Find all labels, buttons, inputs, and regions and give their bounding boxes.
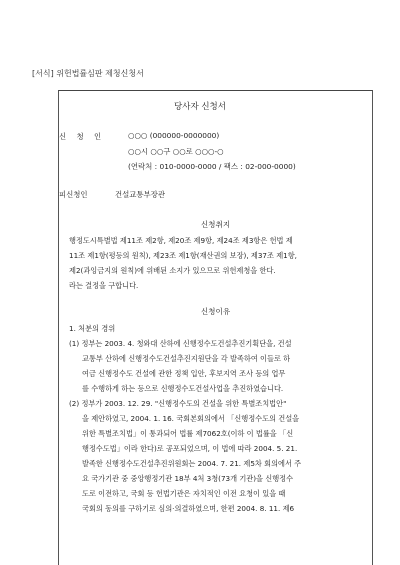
reason-line: (2) 정부가 2003. 12. 29. "신행정수도의 건설을 위한 특별조치법안" <box>69 399 287 408</box>
respondent-label: 피신청인 <box>59 190 88 199</box>
applicant-address: ○○시 ○○구 ○○로 ○○○-○ <box>128 147 224 156</box>
reason-line: 위한 특별조치법」이 통과되어 법률 제7062호(이하 이 법률을 「신 <box>82 429 294 438</box>
reason-line: 행정수도법」이라 한다)로 공포되었으며, 이 법에 따라 2004. 5. 21. <box>82 444 298 453</box>
reason-line: 요 국가기관 중 중앙행정기관 18부 4처 3청(73개 기관)을 신행정수 <box>82 474 294 483</box>
reason-line: 발족한 신행정수도건설추진위원회는 2004. 7. 21. 제5차 회의에서 주 <box>82 459 302 468</box>
reasons-heading: 신청이유 <box>200 307 231 316</box>
reasons-subheading: 1. 처분의 경위 <box>69 324 116 333</box>
reason-line: 국회의 동의를 구하기로 심의·의결하였으며, 한편 2004. 8. 11. 제6 <box>82 504 295 513</box>
reason-line: 를 수행하게 하는 등으로 신행정수도건설사업을 추진하였습니다. <box>82 384 284 393</box>
document-title: 당사자 신청서 <box>174 102 226 112</box>
reason-line: 을 제안하였고, 2004. 1. 16. 국회본회의에서 「신행정수도의 건설을 <box>82 414 300 423</box>
applicant-contact: (연락처 : 010-0000-0000 / 팩스 : 02-000-0000) <box>128 162 296 171</box>
purpose-line: 제2(과잉금지의 원칙)에 위배된 소지가 있으므로 위헌제청을 한다. <box>69 266 276 275</box>
reason-line: (1) 정부는 2003. 4. 청와대 산하에 신행정수도건설추진기획단을, 건설 <box>69 339 292 348</box>
purpose-heading: 신청취지 <box>200 220 231 229</box>
applicant-label: 신 청 인 <box>59 132 106 141</box>
respondent-value: 건설교통부장관 <box>115 190 165 199</box>
applicant-name: ○○○ (000000-0000000) <box>128 131 220 140</box>
purpose-line: 라는 결정을 구합니다. <box>69 281 139 290</box>
form-label: [서식] 위헌법률심판 제청신청서 <box>32 69 144 78</box>
purpose-line: 11조 제1항(평등의 원칙), 제23조 제1항(재산권의 보장), 제37조 제1항, <box>69 251 297 260</box>
purpose-line: 행정도시특별법 제11조 제2항, 제20조 제9항, 제24조 제3항은 헌법 제 <box>69 236 293 245</box>
reason-line: 여금 신행정수도 건설에 관한 정책 입안, 후보지역 조사 등의 업무 <box>82 369 286 378</box>
reason-line: 교통부 산하에 신행정수도건설추진지원단을 각 발족하여 이들로 하 <box>82 354 291 363</box>
reason-line: 도로 이전하고, 국회 등 헌법기관은 자치적인 이전 요청이 있을 때 <box>82 489 286 498</box>
